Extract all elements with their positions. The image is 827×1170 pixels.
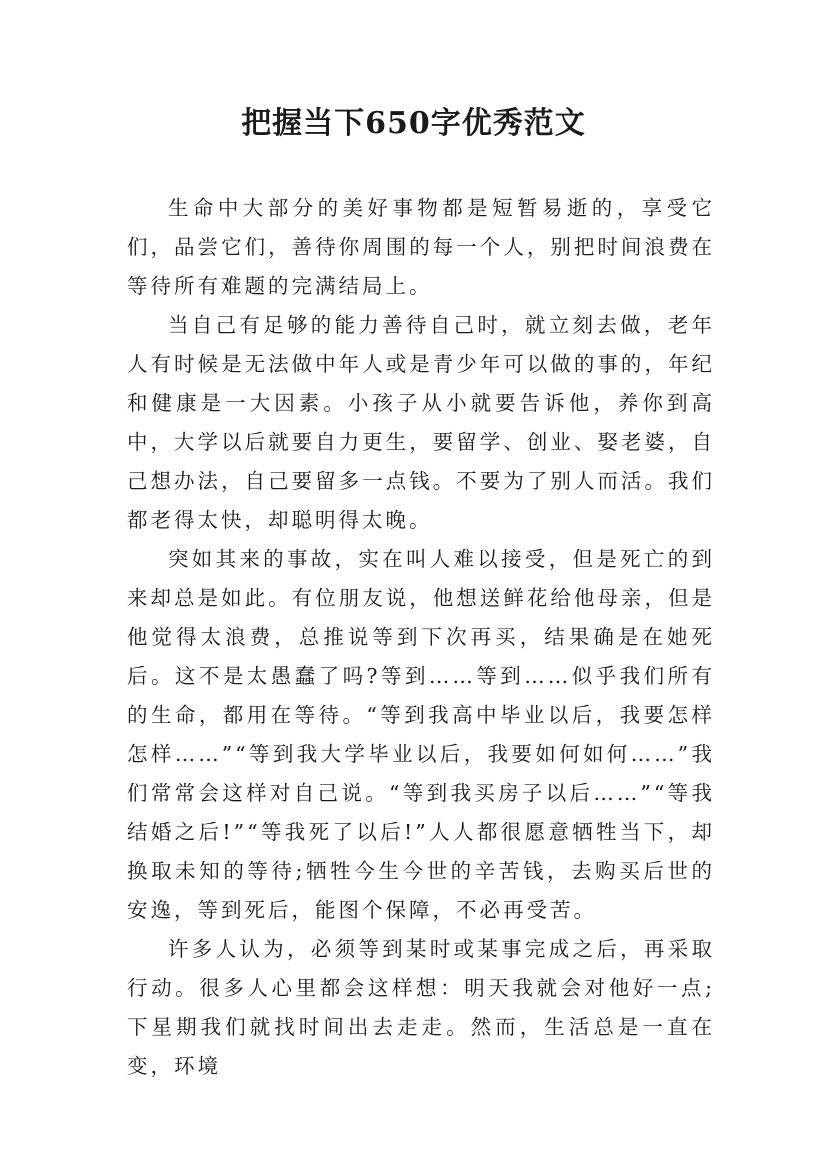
paragraph-3: 突如其来的事故，实在叫人难以接受，但是死亡的到来却总是如此。有位朋友说，他想送鲜花给他母亲，但是他觉得太浪费，总推说等到下次再买，结果确是在她死后。这不是太愚蠢了吗?等到……等到……似乎我们所有的生命，都用在等待。“等到我高中毕业以后，我要怎样怎样……”“等到我大学毕业以后，我要如何如何……”我们常常会这样对自己说。“等到我买房子以后……”“等我结婚之后!”“等我死了以后!”人人都很愿意牺牲当下，却换取未知的等待;牺牲今生今世的辛苦钱，去购买后世的安逸，等到死后，能图个保障，不必再受苦。 [127, 547, 715, 922]
document-title: 把握当下650字优秀范文 [241, 106, 586, 141]
paragraph-4: 许多人认为，必须等到某时或某事完成之后，再采取行动。很多人心里都会这样想：明天我就会对他好一点;下星期我们就找时间出去走走。然而，生活总是一直在变，环境 [127, 937, 715, 1078]
paragraph-1: 生命中大部分的美好事物都是短暂易逝的，享受它们，品尝它们，善待你周围的每一个人，别把时间浪费在等待所有难题的完满结局上。 [127, 196, 715, 298]
document-body [127, 189, 715, 1086]
paragraph-2: 当自己有足够的能力善待自己时，就立刻去做，老年人有时候是无法做中年人或是青少年可以做的事的，年纪和健康是一大因素。小孩子从小就要告诉他，养你到高中，大学以后就要自力更生，要留学、创业、娶老婆，自己想办法，自己要留多一点钱。不要为了别人而活。我们都老得太快，却聪明得太晚。 [127, 313, 715, 532]
